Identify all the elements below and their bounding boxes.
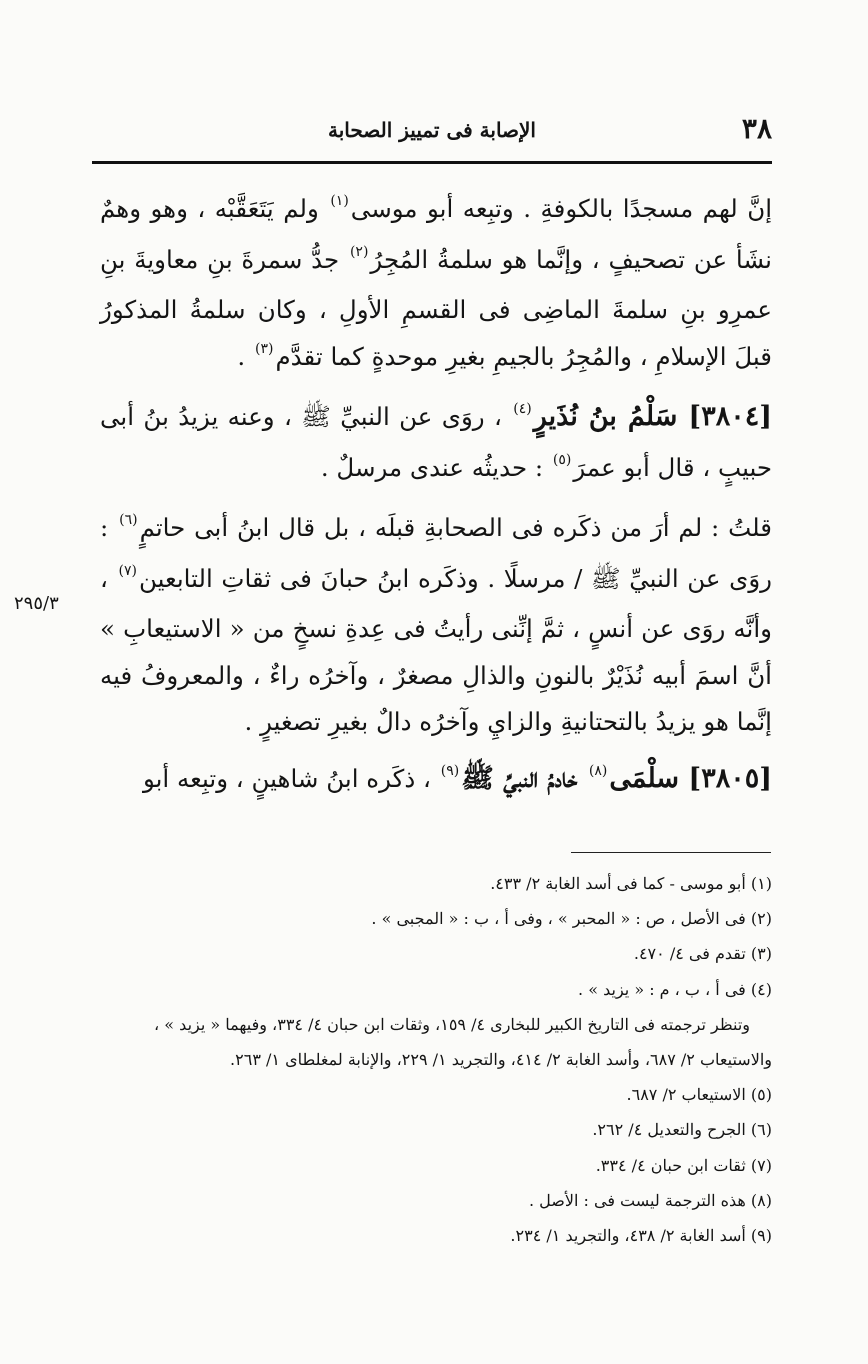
footnote-rule [571,852,771,853]
footnotes [110,866,772,1253]
footnote-4-continuation-2: والاستيعاب ٢/ ٦٨٧، وأسد الغابة ٢/ ٤١٤، والتجريد ١/ ٢٢٩، والإنابة لمغلطاى ١/ ٢٦٣. [230,1050,772,1070]
entry-3804-text-b: : حديثُه عندى مرسلٌ . [320,452,551,482]
footnote-ref-2: (٢) [349,243,369,260]
footnote-4-continuation: وتنظر ترجمته فى التاريخ الكبير للبخارى ٤/ ١٥٩، وثقات ابن حبان ٤/ ٣٣٤، وفيهما « يزيد » ، [154,1014,750,1034]
entry-3804-text-a: ، روَى عن النبيِّ ﷺ ، وعنه يزيدُ بنُ أبى حبيبٍ ، قال أبو عمرَ [100,402,772,482]
footnote-7: (٧) ثقات ابن حبان ٤/ ٣٣٤. [595,1155,772,1175]
margin-reference: ٢٩٥/٣ [14,593,59,614]
footnote-5: (٥) الاستيعاب ٢/ ٦٨٧. [626,1085,772,1105]
entry-3805-heading-cont: خادمُ النبيِّ ﷺ [461,762,587,794]
main-text [100,186,772,806]
footnote-6: (٦) الجرح والتعديل ٤/ ٢٦٢. [592,1120,772,1140]
entry-3804-heading: [٣٨٠٤] سَلْمُ بنُ نُذَيرٍ [533,401,772,432]
page-header [92,112,772,156]
page-number: ٣٨ [741,112,772,145]
footnote-ref-1: (١) [330,193,349,209]
footnote-ref-8: (٨) [588,762,608,779]
paragraph-1-text-d: . [237,341,253,371]
footnote-1: (١) أبو موسى - كما فى أسد الغابة ٢/ ٤٣٣. [490,874,772,893]
footnote-ref-4: (٤) [513,401,532,417]
footnote-8: (٨) هذه الترجمة ليست فى : الأصل . [528,1190,772,1210]
paragraph-3-text-a: قلتُ : لم أرَ من ذكَره فى الصحابةِ قبلَه ، بل قال ابنُ أبى حاتمٍ [139,513,772,542]
entry-3804 [100,394,772,495]
footnote-2: (٢) فى الأصل ، ص : « المحبر » ، وفى أ ، ب : « المجبى » . [371,909,772,929]
footnote-ref-6: (٦) [119,512,138,528]
entry-3805-heading: [٣٨٠٥] سلْمَى [609,762,772,794]
paragraph-1 [100,186,772,384]
paragraph-1-text-a: إنَّ لهم مسجدًا بالكوفةِ . وتبِعه أبو موسى [350,194,773,223]
paragraph-3-text-c: ، وأنَّه روَى عن أنسٍ ، ثمَّ إنِّنى رأيتُ فى عِدةِ نسخٍ من « الاستيعابِ » أنَّ اسمَ أبيه نُذَيْرٌ بالنونِ والذالِ مصغرٌ ، وآخرُه راءٌ ، والمعروفُ فيه إنَّما هو يزيدُ بالتحتانيةِ والزايِ وآخرُه دالٌ بغيرِ تصغيرٍ . [100,563,772,736]
footnote-4: (٤) فى أ ، ب ، م : « يزيد » . [578,979,772,999]
footnote-3: (٣) تقدم فى ٤/ ٤٧٠. [633,944,772,964]
paragraph-3 [100,505,772,746]
paragraph-3-text-b: : روَى عن النبيِّ ﷺ / مرسلًا . وذكَره ابنُ حبانَ فى ثقاتِ التابعين [100,513,772,593]
entry-3805 [100,756,772,807]
paragraph-1-text-c: جدُّ سمرةَ بنِ معاويةَ بنِ عمرِو بنِ سلمةَ الماضِى فى القسمِ الأولِ ، وكان سلمةُ المذكورُ قبلَ الإسلامِ ، والمُجِرُ بالجيمِ بغيرِ موحدةٍ كما تقدَّم [100,244,772,371]
running-title: الإصابة فى تمييز الصحابة [328,118,536,142]
paragraph-1-text-b: ولم يَتَعَقَّبْه ، وهو وهمٌ نشَأ عن تصحيفٍ ، وإنَّما هو سلمةُ المُجِرُ [100,194,773,274]
footnote-9: (٩) أسد الغابة ٢/ ٤٣٨، والتجريد ١/ ٢٣٤. [510,1226,772,1246]
footnote-ref-3: (٣) [254,340,274,357]
header-rule [92,161,772,164]
footnote-ref-9: (٩) [440,762,460,779]
footnote-ref-7: (٧) [118,562,137,579]
entry-3805-text: ، ذكَره ابنُ شاهينٍ ، وتبِعه أبو [142,763,439,793]
footnote-ref-5: (٥) [552,451,572,468]
